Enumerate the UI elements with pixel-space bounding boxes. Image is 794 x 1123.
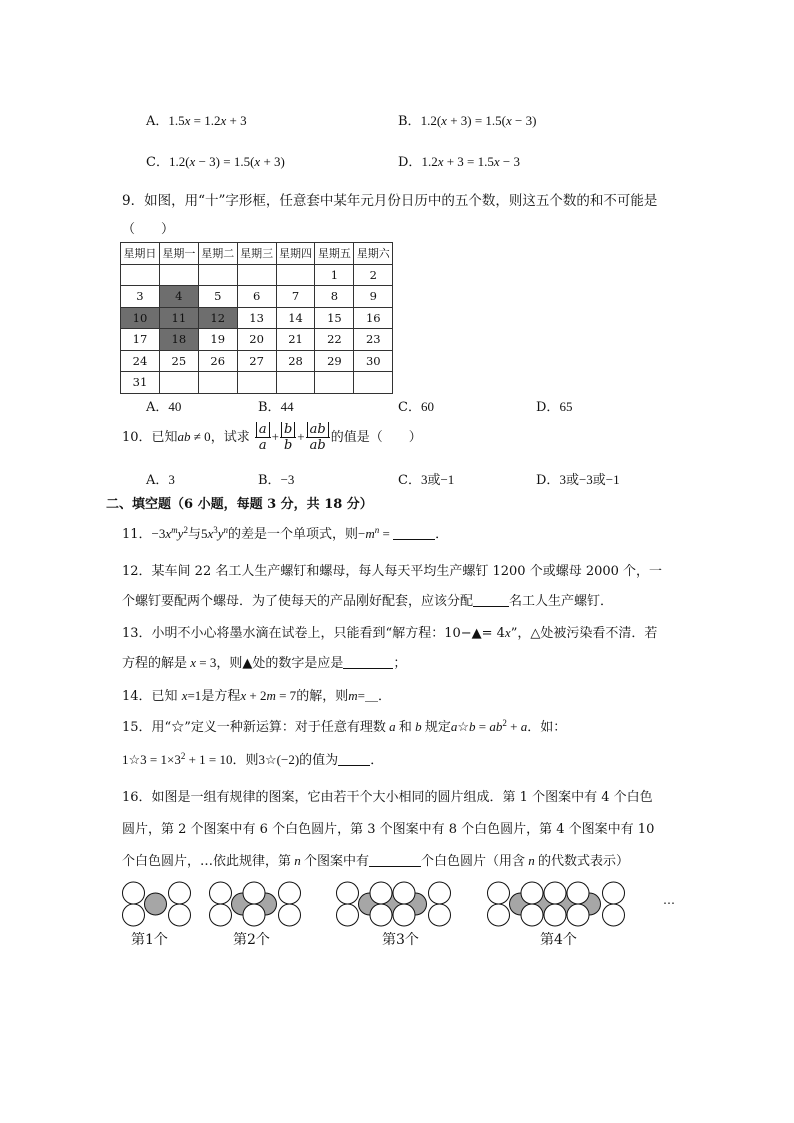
calendar-cell: 27: [237, 350, 276, 372]
white-circle: [567, 882, 589, 904]
q13-answer-blank[interactable]: [343, 656, 393, 669]
calendar-cell: [198, 372, 237, 394]
q13-line2: 方程的解是 x = 3，则▲处的数字是应是 ；: [122, 655, 407, 671]
q9-option-a: A．40: [146, 399, 182, 415]
q12-line1: 12．某车间 22 名工人生产螺钉和螺母，每人每天平均生产螺钉 1200 个或螺母 2000 个，一: [122, 564, 663, 579]
calendar-cell: 5: [198, 286, 237, 308]
q9-text: 9．如图，用“十”字形框，任意套中某年元月份日历中的五个数，则这五个数的和不可能是: [122, 193, 658, 209]
q15-line2: 1☆3 = $1\times 3^2 + 1 = 10$．则3☆(−2)的值为 ．: [122, 751, 384, 768]
q9-answer-paren: （ ）: [122, 222, 175, 237]
calendar-cell: 16: [354, 307, 393, 329]
calendar-cell: 10: [121, 307, 160, 329]
calendar-cell: 13: [237, 307, 276, 329]
q10-text: 10．已知ab ≠ 0，试求 $\frac{a}{a}$ + $\frac{b}{b}$ + $\frac{ab}{ab}$ 的值是（ ）: [122, 422, 422, 453]
calendar-cell: 11: [159, 307, 198, 329]
pattern-caption-4: 第4个: [540, 932, 577, 948]
calendar-cell: 15: [315, 307, 354, 329]
calendar-header-2: 星期二: [198, 243, 237, 265]
calendar-cell: 2: [354, 264, 393, 286]
q8-option-d: D．1.2x + 3 = 1.5x − 3: [398, 154, 521, 170]
white-circle: [429, 882, 451, 904]
calendar-cell: 8: [315, 286, 354, 308]
q10-option-b: B．−3: [258, 472, 295, 488]
white-circle: [521, 904, 543, 926]
q16-line1: 16．如图是一组有规律的图案，它由若干个大小相同的圆片组成．第 1 个图案中有 4 个白色: [122, 790, 653, 805]
calendar-cell: 22: [315, 329, 354, 351]
calendar-header-0: 星期日: [121, 243, 160, 265]
gray-circle: [145, 893, 167, 915]
calendar-cell: 25: [159, 350, 198, 372]
calendar-cell: 4: [159, 286, 198, 308]
white-circle: [123, 882, 145, 904]
white-circle: [279, 904, 301, 926]
calendar-cell: 20: [237, 329, 276, 351]
calendar-cell: 3: [121, 286, 160, 308]
q8-option-b: B．1.2(x + 3) = 1.5(x − 3): [398, 113, 537, 129]
white-circle: [337, 904, 359, 926]
white-circle: [603, 904, 625, 926]
white-circle: [337, 882, 359, 904]
white-circle: [429, 904, 451, 926]
calendar-cell: [237, 372, 276, 394]
white-circle: [243, 904, 265, 926]
white-circle: [210, 904, 232, 926]
q8-option-a: A．1.5x = 1.2x + 3: [146, 113, 247, 129]
calendar-cell: 26: [198, 350, 237, 372]
q12-line2: 个螺钉要配两个螺母．为了使每天的产品刚好配套，应该分配 名工人生产螺钉．: [122, 594, 614, 609]
calendar-cell: 7: [276, 286, 315, 308]
calendar-cell: 28: [276, 350, 315, 372]
calendar-cell: [237, 264, 276, 286]
calendar-cell: 17: [121, 329, 160, 351]
q12-answer-blank[interactable]: [473, 594, 509, 607]
q11-text: 11．$-3x^my^2$与$5x^3y^n$的差是一个单项式，则$-m^n$ = ．: [122, 525, 449, 542]
calendar-header-1: 星期一: [159, 243, 198, 265]
calendar-cell: [276, 372, 315, 394]
white-circle: [279, 882, 301, 904]
calendar-cell: 9: [354, 286, 393, 308]
calendar-cell: 19: [198, 329, 237, 351]
q8-option-c: C．1.2(x − 3) = 1.5(x + 3): [146, 154, 285, 170]
pattern-caption-1: 第1个: [131, 932, 168, 948]
calendar-cell: [159, 264, 198, 286]
q10-option-a: A．3: [146, 472, 175, 488]
q13-line1: 13．小明不小心将墨水滴在试卷上，只能看到“解方程：10−▲= 4x”，△处被污染看不清．若: [122, 625, 658, 641]
calendar-header-6: 星期六: [354, 243, 393, 265]
calendar-cell: 29: [315, 350, 354, 372]
q16-line2: 圆片，第 2 个图案中有 6 个白色圆片，第 3 个图案中有 8 个白色圆片，第 4 个图案中有 10: [122, 822, 655, 837]
calendar-header-5: 星期五: [315, 243, 354, 265]
calendar-header-3: 星期三: [237, 243, 276, 265]
white-circle: [243, 882, 265, 904]
calendar-cell: [354, 372, 393, 394]
q15-answer-blank[interactable]: [338, 753, 370, 766]
calendar-cell: 21: [276, 329, 315, 351]
calendar-cell: 6: [237, 286, 276, 308]
white-circle: [544, 882, 566, 904]
section-heading-fill-blank: 二、填空题（6 小题，每题 3 分，共 18 分）: [106, 497, 373, 512]
q9-option-c: C．60: [398, 399, 434, 415]
calendar-header-4: 星期四: [276, 243, 315, 265]
q10-option-c: C．3或−1: [398, 472, 455, 488]
q9-option-d: D．65: [536, 399, 573, 415]
calendar-cell: [121, 264, 160, 286]
q10-option-d: D．3或−3或−1: [536, 472, 620, 488]
calendar-cell: [198, 264, 237, 286]
q10-fraction-a: $\frac{a}{a}$: [255, 422, 271, 453]
white-circle: [488, 882, 510, 904]
white-circle: [393, 882, 415, 904]
pattern-ellipsis: …: [663, 893, 675, 907]
q9-option-b: B．44: [258, 399, 294, 415]
white-circle: [603, 882, 625, 904]
white-circle: [169, 904, 191, 926]
white-circle: [521, 882, 543, 904]
q15-line1: 15．用“☆”定义一种新运算：对于任意有理数 a 和 b 规定a☆b = $ab^2 + a$．如：: [122, 718, 567, 735]
calendar-cell: [315, 372, 354, 394]
calendar-cell: 12: [198, 307, 237, 329]
white-circle: [567, 904, 589, 926]
q16-line3: 个白色圆片，…依此规律，第 n 个图案中有 个白色圆片（用含 n 的代数式表示）: [122, 853, 630, 869]
calendar-cell: 14: [276, 307, 315, 329]
calendar-cell: 30: [354, 350, 393, 372]
white-circle: [169, 882, 191, 904]
q10-fraction-b: $\frac{b}{b}$: [280, 422, 296, 453]
q16-answer-blank[interactable]: [369, 854, 421, 867]
white-circle: [210, 882, 232, 904]
pattern-caption-2: 第2个: [233, 932, 270, 948]
calendar-cell: [276, 264, 315, 286]
calendar-cell: [159, 372, 198, 394]
calendar-cell: 1: [315, 264, 354, 286]
white-circle: [370, 882, 392, 904]
white-circle: [544, 904, 566, 926]
q14-text: 14．已知 x=1是方程x + 2m = 7的解，则m=＿．: [122, 688, 391, 704]
calendar-table: [120, 242, 393, 394]
calendar-cell: 24: [121, 350, 160, 372]
white-circle: [393, 904, 415, 926]
calendar-cell: 23: [354, 329, 393, 351]
calendar-cell: 18: [159, 329, 198, 351]
q10-fraction-ab: $\frac{ab}{ab}$: [306, 422, 330, 453]
white-circle: [370, 904, 392, 926]
pattern-caption-3: 第3个: [382, 932, 419, 948]
calendar-cell: 31: [121, 372, 160, 394]
white-circle: [488, 904, 510, 926]
q11-answer-blank[interactable]: [393, 527, 435, 540]
white-circle: [123, 904, 145, 926]
